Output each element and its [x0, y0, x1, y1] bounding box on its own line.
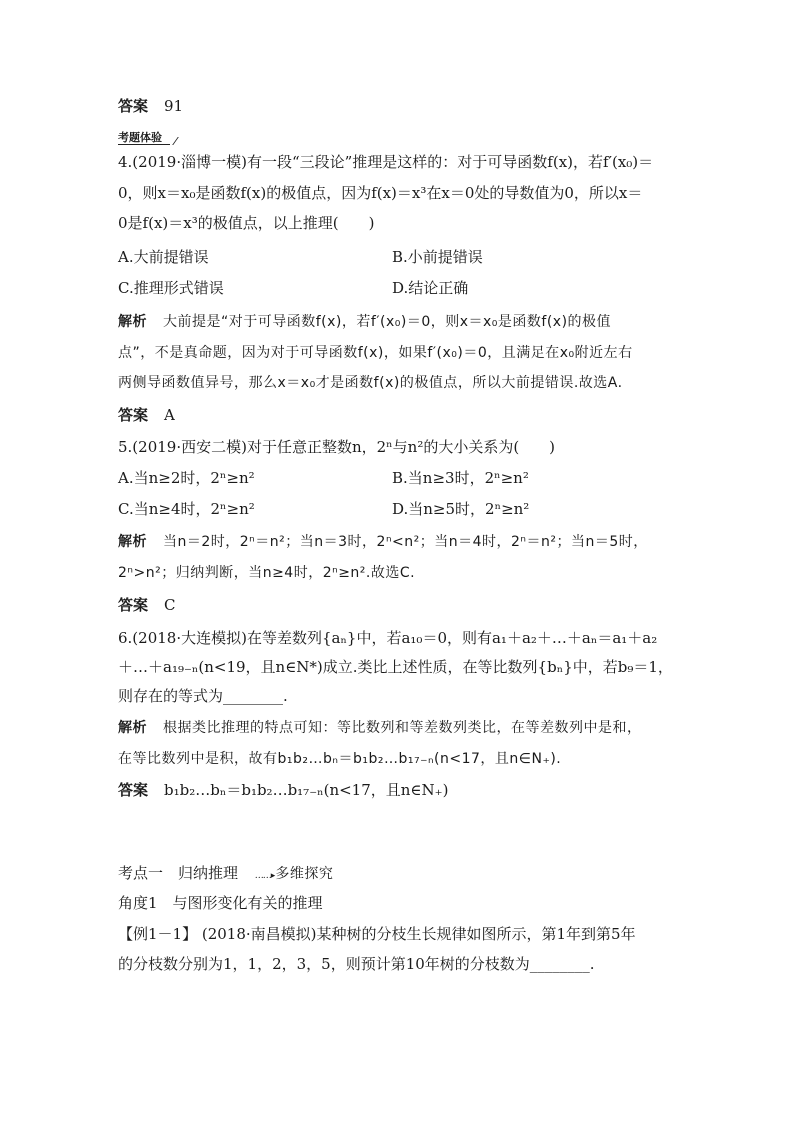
q4-analysis-2: 点”，不是真命题，因为对于可导函数f(x)，如果f′(x₀)＝0，且满足在x₀附近左右	[118, 345, 633, 361]
q4-analysis-1	[118, 312, 611, 332]
q5-option-c: C.当n≥4时，2ⁿ≥n²	[118, 500, 255, 518]
q4-stem-2: 0，则x＝x₀是函数f(x)的极值点，因为f(x)＝x³在x＝0处的导数值为0，所以x＝	[118, 184, 643, 202]
q4-option-b: B.小前提错误	[392, 248, 483, 266]
section-tag: 考题体验	[118, 131, 170, 145]
q4-options-row-1	[118, 247, 678, 267]
q6-analysis-1	[118, 718, 642, 738]
q5-analysis-text-1: 当n＝2时，2ⁿ＝n²；当n＝3时，2ⁿ<n²；当n＝4时，2ⁿ＝n²；当n＝5时，	[163, 534, 648, 550]
example-1-1: 【例1－1】 (2018·南昌模拟)某种树的分枝生长规律如图所示，第1年到第5年	[118, 925, 636, 943]
q4-analysis-3: 两侧导函数值异号，那么x＝x₀才是函数f(x)的极值点，所以大前提错误.故选A.	[118, 375, 623, 391]
angle-heading: 角度1 与图形变化有关的推理	[118, 894, 323, 912]
section-tag-line	[118, 126, 170, 148]
q6-analysis-2: 在等比数列中是积，故有b₁b₂…bₙ＝b₁b₂…b₁₇₋ₙ(n<17，且n∈N₊).	[118, 751, 562, 767]
kaodian-dots: ……	[254, 871, 271, 881]
q4-option-c: C.推理形式错误	[118, 279, 224, 297]
q4-option-d: D.结论正确	[392, 279, 469, 297]
q4-options-row-2	[118, 278, 678, 298]
q4-answer-line	[118, 405, 175, 425]
answer-label: 答案	[118, 596, 149, 614]
q5-answer-line	[118, 595, 176, 615]
q5-option-d: D.当n≥5时，2ⁿ≥n²	[392, 500, 530, 518]
analysis-label: 解析	[118, 314, 147, 330]
q4-analysis-text-1: 大前提是“对于可导函数f(x)，若f′(x₀)＝0，则x＝x₀是函数f(x)的极值	[163, 314, 612, 330]
arrow-icon: ▸	[270, 871, 276, 881]
q5-stem: 5.(2019·西安二模)对于任意正整数n，2ⁿ与n²的大小关系为( )	[118, 438, 556, 456]
q4-stem-3: 0是f(x)＝x³的极值点，以上推理( )	[118, 214, 375, 232]
kaodian-tag: 多维探究	[275, 866, 334, 882]
q6-stem-1: 6.(2018·大连模拟)在等差数列{aₙ}中，若a₁₀＝0，则有a₁＋a₂＋…＋aₙ＝a₁＋a₂	[118, 629, 658, 647]
analysis-label: 解析	[118, 534, 147, 550]
q5-answer-value: C	[164, 596, 176, 614]
analysis-label: 解析	[118, 720, 147, 736]
q6-stem-3: 则存在的等式为________.	[118, 687, 288, 705]
q6-answer-value: b₁b₂…bₙ＝b₁b₂…b₁₇₋ₙ(n<17，且n∈N₊)	[164, 781, 449, 799]
example-1-2: 的分枝数分别为1，1，2，3，5，则预计第10年树的分枝数为________.	[118, 955, 595, 973]
answer-line-top	[118, 96, 183, 116]
q5-analysis-1	[118, 532, 648, 552]
q5-analysis-2: 2ⁿ>n²；归纳判断，当n≥4时，2ⁿ≥n².故选C.	[118, 565, 416, 581]
kaodian-heading	[118, 863, 333, 886]
q4-answer-value: A	[164, 406, 175, 424]
q6-analysis-text-1: 根据类比推理的特点可知：等比数列和等差数列类比，在等差数列中是和，	[163, 720, 642, 736]
q5-option-a: A.当n≥2时，2ⁿ≥n²	[118, 469, 255, 487]
answer-label: 答案	[118, 781, 149, 799]
q4-stem-1: 4.(2019·淄博一模)有一段“三段论”推理是这样的：对于可导函数f(x)，若f′(x₀)＝	[118, 153, 654, 171]
q5-options-row-2	[118, 499, 678, 519]
q6-answer-line	[118, 780, 448, 800]
q5-option-b: B.当n≥3时，2ⁿ≥n²	[392, 469, 529, 487]
answer-value: 91	[164, 97, 184, 115]
kaodian-title: 考点一 归纳推理	[118, 864, 239, 882]
q5-options-row-1	[118, 468, 678, 488]
q6-stem-2: ＋…＋a₁₉₋ₙ(n<19，且n∈N*)成立.类比上述性质，在等比数列{bₙ}中，若b₉＝1，	[118, 658, 673, 676]
answer-label: 答案	[118, 406, 149, 424]
answer-label: 答案	[118, 97, 149, 115]
q4-option-a: A.大前提错误	[118, 248, 209, 266]
